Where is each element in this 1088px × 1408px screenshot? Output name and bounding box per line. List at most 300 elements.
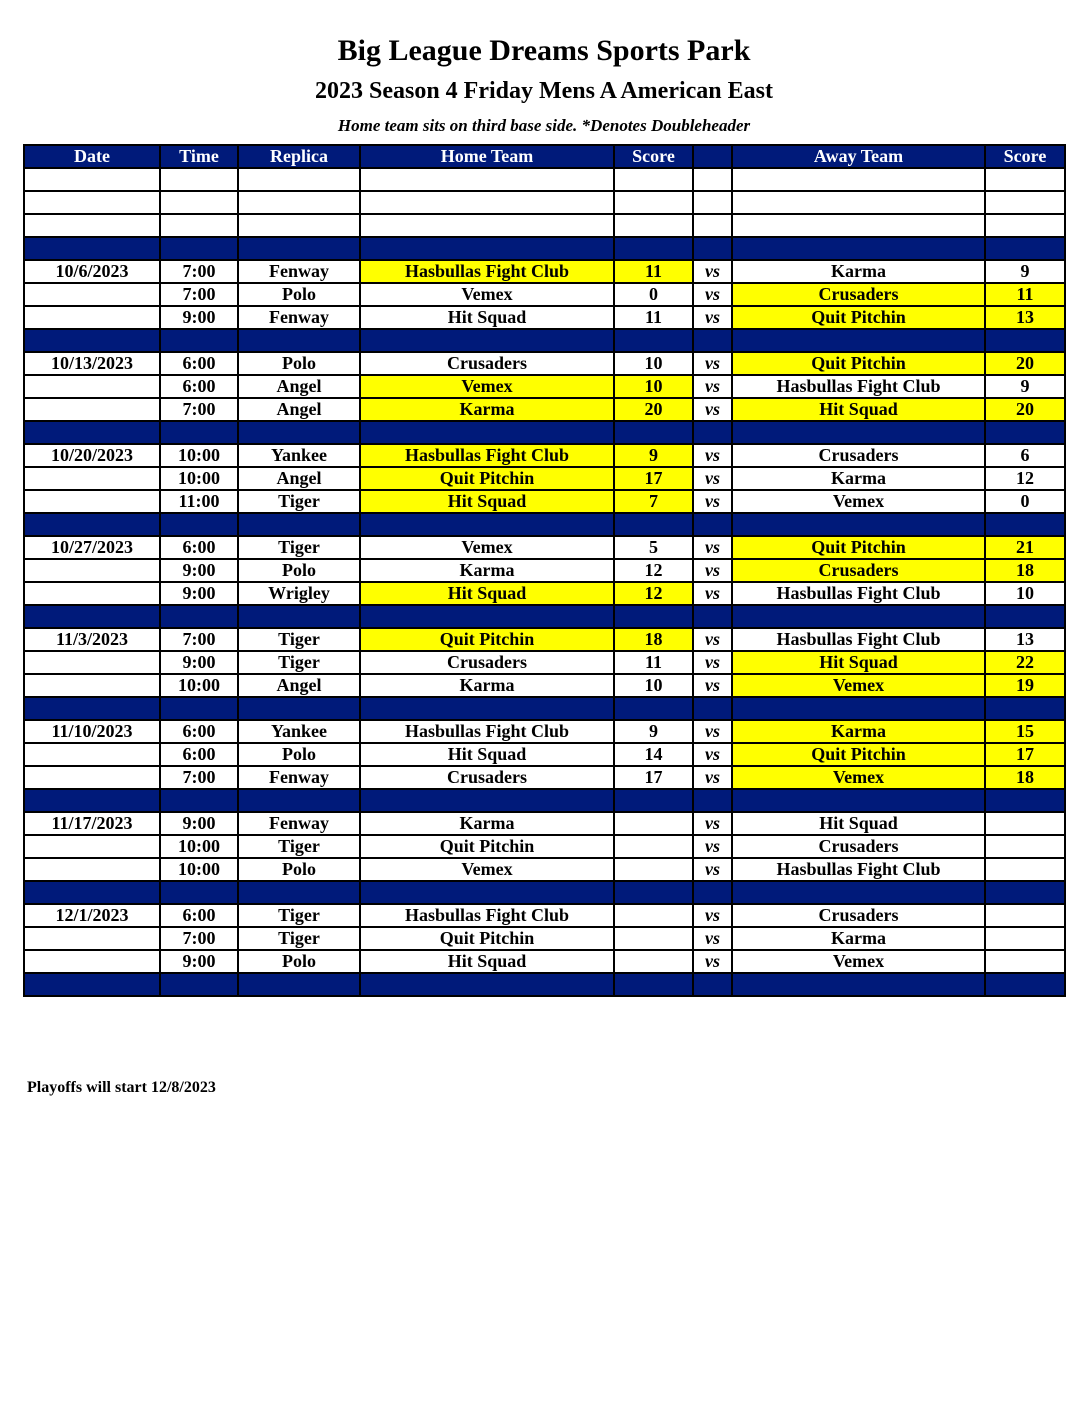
schedule-note: Home team sits on third base side. *Denotes Doubleheader	[337, 116, 751, 135]
game-replica: Polo	[238, 743, 360, 766]
empty-cell	[238, 329, 360, 352]
empty-cell	[693, 881, 732, 904]
separator-row	[24, 697, 1065, 720]
empty-cell	[985, 191, 1065, 214]
home-team: Vemex	[360, 536, 614, 559]
home-score: 9	[614, 720, 693, 743]
separator-row	[24, 237, 1065, 260]
empty-cell	[360, 881, 614, 904]
empty-cell	[614, 881, 693, 904]
away-team: Vemex	[732, 766, 985, 789]
empty-cell	[160, 421, 238, 444]
game-date: 11/3/2023	[24, 628, 160, 651]
empty-cell	[160, 329, 238, 352]
game-row	[24, 398, 1065, 421]
away-team: Hit Squad	[732, 398, 985, 421]
home-score: 12	[614, 582, 693, 605]
away-score: 10	[985, 582, 1065, 605]
game-row	[24, 536, 1065, 559]
away-team: Hit Squad	[732, 812, 985, 835]
vs-label: vs	[693, 766, 732, 789]
col-home-score: Score	[614, 145, 693, 168]
empty-cell	[693, 513, 732, 536]
game-date	[24, 950, 160, 973]
game-replica: Angel	[238, 674, 360, 697]
separator-row	[24, 513, 1065, 536]
home-score: 10	[614, 674, 693, 697]
game-date: 10/27/2023	[24, 536, 160, 559]
game-time: 6:00	[160, 536, 238, 559]
away-score: 15	[985, 720, 1065, 743]
vs-label: vs	[693, 559, 732, 582]
game-time: 7:00	[160, 260, 238, 283]
empty-cell	[24, 697, 160, 720]
vs-label: vs	[693, 835, 732, 858]
empty-cell	[360, 237, 614, 260]
empty-cell	[985, 789, 1065, 812]
home-score: 0	[614, 283, 693, 306]
blank-row	[24, 168, 1065, 191]
empty-cell	[693, 329, 732, 352]
game-row	[24, 720, 1065, 743]
empty-cell	[160, 605, 238, 628]
empty-cell	[693, 191, 732, 214]
home-score: 10	[614, 375, 693, 398]
game-time: 7:00	[160, 927, 238, 950]
away-team: Vemex	[732, 950, 985, 973]
game-time: 9:00	[160, 950, 238, 973]
home-score: 11	[614, 651, 693, 674]
home-team: Karma	[360, 674, 614, 697]
game-row	[24, 674, 1065, 697]
away-score: 0	[985, 490, 1065, 513]
home-score: 18	[614, 628, 693, 651]
game-date	[24, 766, 160, 789]
home-team: Quit Pitchin	[360, 927, 614, 950]
game-time: 10:00	[160, 835, 238, 858]
vs-label: vs	[693, 467, 732, 490]
empty-cell	[693, 789, 732, 812]
game-date	[24, 927, 160, 950]
game-date	[24, 743, 160, 766]
game-row	[24, 467, 1065, 490]
empty-cell	[732, 881, 985, 904]
home-score: 17	[614, 766, 693, 789]
away-team: Karma	[732, 927, 985, 950]
game-replica: Tiger	[238, 835, 360, 858]
home-score: 11	[614, 260, 693, 283]
away-team: Hasbullas Fight Club	[732, 375, 985, 398]
game-date: 11/10/2023	[24, 720, 160, 743]
game-date: 11/17/2023	[24, 812, 160, 835]
home-team: Hasbullas Fight Club	[360, 444, 614, 467]
game-time: 6:00	[160, 720, 238, 743]
game-row	[24, 904, 1065, 927]
game-row	[24, 858, 1065, 881]
game-date	[24, 283, 160, 306]
game-replica: Polo	[238, 283, 360, 306]
empty-cell	[693, 697, 732, 720]
away-score	[985, 950, 1065, 973]
away-team: Vemex	[732, 674, 985, 697]
empty-cell	[238, 697, 360, 720]
game-replica: Polo	[238, 559, 360, 582]
vs-label: vs	[693, 352, 732, 375]
page-subtitle: 2023 Season 4 Friday Mens A American East	[314, 78, 773, 104]
empty-cell	[24, 513, 160, 536]
empty-cell	[24, 605, 160, 628]
empty-cell	[360, 973, 614, 996]
away-score: 11	[985, 283, 1065, 306]
separator-row	[24, 789, 1065, 812]
empty-cell	[238, 973, 360, 996]
away-score: 12	[985, 467, 1065, 490]
game-replica: Yankee	[238, 720, 360, 743]
away-team: Hasbullas Fight Club	[732, 628, 985, 651]
game-time: 9:00	[160, 582, 238, 605]
game-replica: Wrigley	[238, 582, 360, 605]
empty-cell	[985, 881, 1065, 904]
empty-cell	[614, 605, 693, 628]
away-team: Crusaders	[732, 283, 985, 306]
game-replica: Angel	[238, 375, 360, 398]
away-score: 6	[985, 444, 1065, 467]
empty-cell	[360, 605, 614, 628]
table-header-row	[24, 145, 1065, 168]
vs-label: vs	[693, 260, 732, 283]
schedule-table	[23, 144, 1066, 997]
col-vs	[693, 145, 732, 168]
vs-label: vs	[693, 375, 732, 398]
game-replica: Fenway	[238, 812, 360, 835]
empty-cell	[732, 214, 985, 237]
game-row	[24, 444, 1065, 467]
game-time: 7:00	[160, 398, 238, 421]
game-date	[24, 306, 160, 329]
empty-cell	[614, 697, 693, 720]
vs-label: vs	[693, 306, 732, 329]
empty-cell	[160, 513, 238, 536]
game-replica: Polo	[238, 352, 360, 375]
game-date	[24, 398, 160, 421]
home-score: 10	[614, 352, 693, 375]
away-team: Quit Pitchin	[732, 306, 985, 329]
game-row	[24, 559, 1065, 582]
home-team: Vemex	[360, 375, 614, 398]
game-time: 6:00	[160, 904, 238, 927]
game-replica: Tiger	[238, 490, 360, 513]
home-team: Quit Pitchin	[360, 467, 614, 490]
empty-cell	[360, 214, 614, 237]
empty-cell	[693, 973, 732, 996]
away-score: 21	[985, 536, 1065, 559]
game-replica: Tiger	[238, 904, 360, 927]
page-title: Big League Dreams Sports Park	[337, 34, 751, 67]
separator-row	[24, 329, 1065, 352]
game-row	[24, 628, 1065, 651]
home-score	[614, 858, 693, 881]
home-team: Quit Pitchin	[360, 628, 614, 651]
empty-cell	[614, 329, 693, 352]
game-date: 10/6/2023	[24, 260, 160, 283]
home-score: 12	[614, 559, 693, 582]
away-score: 9	[985, 375, 1065, 398]
game-time: 7:00	[160, 766, 238, 789]
empty-cell	[614, 237, 693, 260]
empty-cell	[732, 329, 985, 352]
game-replica: Tiger	[238, 651, 360, 674]
game-replica: Polo	[238, 858, 360, 881]
home-team: Hit Squad	[360, 490, 614, 513]
away-team: Crusaders	[732, 559, 985, 582]
blank-row	[24, 214, 1065, 237]
empty-cell	[24, 329, 160, 352]
empty-cell	[24, 168, 160, 191]
col-away-score: Score	[985, 145, 1065, 168]
col-time: Time	[160, 145, 238, 168]
vs-label: vs	[693, 398, 732, 421]
game-time: 9:00	[160, 306, 238, 329]
empty-cell	[24, 214, 160, 237]
empty-cell	[160, 881, 238, 904]
empty-cell	[238, 168, 360, 191]
vs-label: vs	[693, 628, 732, 651]
away-score: 17	[985, 743, 1065, 766]
empty-cell	[160, 789, 238, 812]
away-team: Quit Pitchin	[732, 743, 985, 766]
vs-label: vs	[693, 743, 732, 766]
game-row	[24, 283, 1065, 306]
game-time: 10:00	[160, 444, 238, 467]
game-row	[24, 950, 1065, 973]
home-score: 17	[614, 467, 693, 490]
away-score: 20	[985, 352, 1065, 375]
vs-label: vs	[693, 720, 732, 743]
vs-label: vs	[693, 490, 732, 513]
game-replica: Tiger	[238, 628, 360, 651]
game-replica: Yankee	[238, 444, 360, 467]
game-replica: Fenway	[238, 306, 360, 329]
game-time: 10:00	[160, 858, 238, 881]
empty-cell	[614, 513, 693, 536]
empty-cell	[732, 605, 985, 628]
game-time: 10:00	[160, 674, 238, 697]
away-team: Karma	[732, 720, 985, 743]
game-row	[24, 306, 1065, 329]
away-team: Vemex	[732, 490, 985, 513]
empty-cell	[732, 789, 985, 812]
separator-row	[24, 881, 1065, 904]
game-replica: Angel	[238, 467, 360, 490]
empty-cell	[24, 789, 160, 812]
home-score: 9	[614, 444, 693, 467]
empty-cell	[732, 168, 985, 191]
home-team: Hit Squad	[360, 582, 614, 605]
game-time: 11:00	[160, 490, 238, 513]
game-date: 12/1/2023	[24, 904, 160, 927]
home-score	[614, 904, 693, 927]
game-date	[24, 835, 160, 858]
empty-cell	[732, 421, 985, 444]
empty-cell	[360, 421, 614, 444]
game-replica: Angel	[238, 398, 360, 421]
empty-cell	[985, 697, 1065, 720]
vs-label: vs	[693, 950, 732, 973]
home-score	[614, 927, 693, 950]
home-team: Crusaders	[360, 352, 614, 375]
empty-cell	[614, 789, 693, 812]
empty-cell	[985, 513, 1065, 536]
empty-cell	[985, 605, 1065, 628]
col-away-team: Away Team	[732, 145, 985, 168]
game-row	[24, 582, 1065, 605]
home-score: 5	[614, 536, 693, 559]
empty-cell	[732, 973, 985, 996]
empty-cell	[732, 697, 985, 720]
empty-cell	[985, 214, 1065, 237]
empty-cell	[732, 237, 985, 260]
away-score: 13	[985, 306, 1065, 329]
home-team: Karma	[360, 398, 614, 421]
game-time: 9:00	[160, 559, 238, 582]
away-score: 9	[985, 260, 1065, 283]
game-date	[24, 559, 160, 582]
game-row	[24, 651, 1065, 674]
home-team: Karma	[360, 559, 614, 582]
game-time: 6:00	[160, 352, 238, 375]
empty-cell	[24, 421, 160, 444]
game-row	[24, 927, 1065, 950]
away-score: 18	[985, 766, 1065, 789]
col-home-team: Home Team	[360, 145, 614, 168]
home-score: 7	[614, 490, 693, 513]
empty-cell	[360, 513, 614, 536]
game-time: 7:00	[160, 283, 238, 306]
game-replica: Polo	[238, 950, 360, 973]
game-date	[24, 490, 160, 513]
home-team: Vemex	[360, 858, 614, 881]
home-score: 14	[614, 743, 693, 766]
home-team: Hasbullas Fight Club	[360, 904, 614, 927]
empty-cell	[24, 881, 160, 904]
away-score: 20	[985, 398, 1065, 421]
empty-cell	[238, 214, 360, 237]
empty-cell	[985, 237, 1065, 260]
empty-cell	[693, 214, 732, 237]
game-replica: Tiger	[238, 927, 360, 950]
empty-cell	[238, 237, 360, 260]
empty-cell	[238, 421, 360, 444]
away-team: Quit Pitchin	[732, 536, 985, 559]
empty-cell	[160, 214, 238, 237]
game-row	[24, 835, 1065, 858]
game-time: 9:00	[160, 812, 238, 835]
game-date	[24, 375, 160, 398]
empty-cell	[24, 237, 160, 260]
away-team: Crusaders	[732, 444, 985, 467]
game-time: 10:00	[160, 467, 238, 490]
away-team: Crusaders	[732, 835, 985, 858]
away-score	[985, 858, 1065, 881]
game-date	[24, 651, 160, 674]
empty-cell	[985, 168, 1065, 191]
empty-cell	[238, 881, 360, 904]
game-time: 7:00	[160, 628, 238, 651]
empty-cell	[693, 421, 732, 444]
vs-label: vs	[693, 674, 732, 697]
empty-cell	[693, 168, 732, 191]
empty-cell	[360, 168, 614, 191]
col-replica: Replica	[238, 145, 360, 168]
away-score	[985, 835, 1065, 858]
vs-label: vs	[693, 444, 732, 467]
home-score	[614, 812, 693, 835]
game-date	[24, 582, 160, 605]
game-row	[24, 260, 1065, 283]
away-team: Karma	[732, 467, 985, 490]
game-date	[24, 674, 160, 697]
vs-label: vs	[693, 858, 732, 881]
away-team: Hit Squad	[732, 651, 985, 674]
game-row	[24, 766, 1065, 789]
empty-cell	[732, 191, 985, 214]
empty-cell	[732, 513, 985, 536]
away-team: Quit Pitchin	[732, 352, 985, 375]
game-replica: Fenway	[238, 766, 360, 789]
game-replica: Fenway	[238, 260, 360, 283]
empty-cell	[238, 191, 360, 214]
game-date: 10/20/2023	[24, 444, 160, 467]
empty-cell	[614, 214, 693, 237]
empty-cell	[614, 973, 693, 996]
home-team: Hit Squad	[360, 950, 614, 973]
vs-label: vs	[693, 651, 732, 674]
empty-cell	[160, 697, 238, 720]
home-score: 11	[614, 306, 693, 329]
vs-label: vs	[693, 812, 732, 835]
away-team: Hasbullas Fight Club	[732, 858, 985, 881]
home-team: Hit Squad	[360, 743, 614, 766]
game-time: 9:00	[160, 651, 238, 674]
home-team: Crusaders	[360, 651, 614, 674]
vs-label: vs	[693, 582, 732, 605]
schedule-body	[24, 168, 1065, 996]
separator-row	[24, 421, 1065, 444]
col-date: Date	[24, 145, 160, 168]
home-team: Crusaders	[360, 766, 614, 789]
home-score	[614, 950, 693, 973]
empty-cell	[614, 168, 693, 191]
empty-cell	[614, 191, 693, 214]
home-team: Hasbullas Fight Club	[360, 260, 614, 283]
empty-cell	[360, 191, 614, 214]
home-team: Karma	[360, 812, 614, 835]
home-team: Quit Pitchin	[360, 835, 614, 858]
away-team: Karma	[732, 260, 985, 283]
away-score	[985, 927, 1065, 950]
empty-cell	[160, 168, 238, 191]
empty-cell	[360, 789, 614, 812]
home-score	[614, 835, 693, 858]
empty-cell	[360, 697, 614, 720]
empty-cell	[160, 973, 238, 996]
separator-row	[24, 973, 1065, 996]
empty-cell	[360, 329, 614, 352]
empty-cell	[24, 191, 160, 214]
vs-label: vs	[693, 904, 732, 927]
separator-row	[24, 605, 1065, 628]
away-score: 22	[985, 651, 1065, 674]
